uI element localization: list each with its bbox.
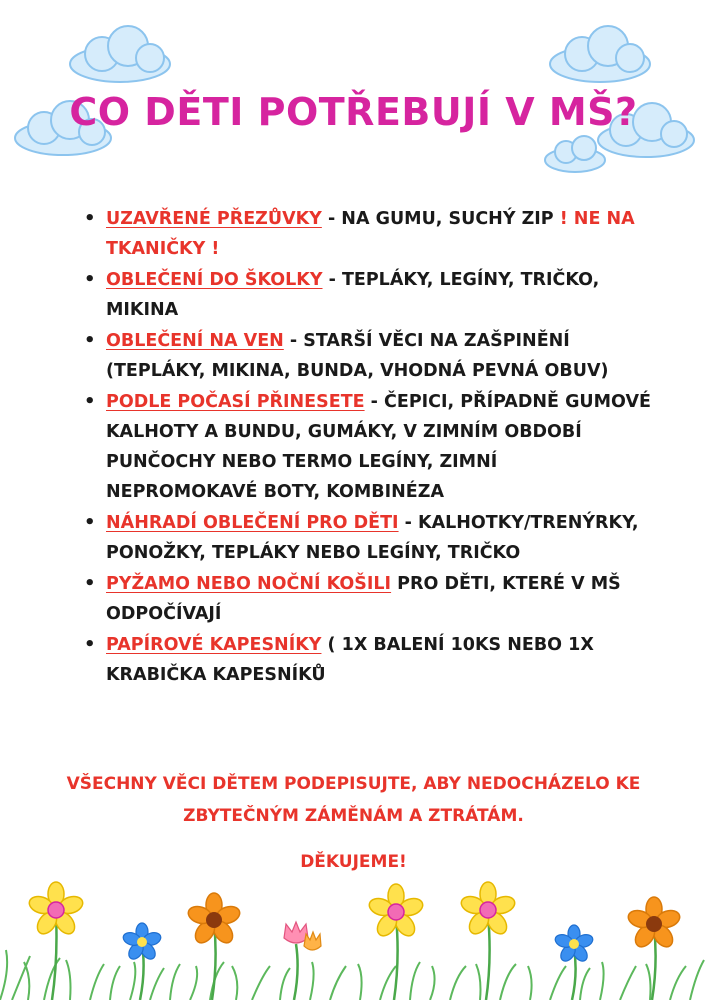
flower-icon (626, 897, 682, 950)
list-item (84, 326, 654, 386)
flower-meadow (0, 870, 707, 1000)
list-item (84, 387, 654, 507)
item-label: OBLEČENÍ NA VEN (106, 331, 284, 351)
item-label: PODLE POČASÍ PŘINESETE (106, 392, 365, 412)
item-text: - TEPLÁKY, LEGÍNY, TRIČKO, MIKINA (106, 270, 600, 320)
list-item (84, 569, 654, 629)
item-label: PAPÍROVÉ KAPESNÍKY (106, 635, 322, 655)
item-label: OBLEČENÍ DO ŠKOLKY (106, 270, 323, 290)
thanks-text: DĚKUJEME! (300, 852, 407, 872)
item-text: - NA GUMU, SUCHÝ ZIP (321, 209, 560, 229)
item-text: - STARŠÍ VĚCI NA ZAŠPINĚNÍ (TEPLÁKY, MIKINA, BUNDA, VHODNÁ PEVNÁ OBUV) (106, 331, 609, 381)
item-text: - KALHOTKY/TRENÝRKY, PONOŽKY, TEPLÁKY NEBO LEGÍNY, TRIČKO (106, 513, 639, 563)
item-text: ( 1X BALENÍ 10KS NEBO 1X KRABIČKA KAPESNÍKŮ (106, 635, 594, 685)
cloud-icon (542, 24, 657, 86)
item-text: PRO DĚTI, KTERÉ V MŠ ODPOČÍVAJÍ (106, 574, 621, 624)
item-label: PYŽAMO NEBO NOČNÍ KOŠILI (106, 574, 392, 594)
list-item (84, 204, 654, 264)
item-label: UZAVŘENÉ PŘEZŮVKY (106, 209, 322, 229)
flower-icon (284, 922, 321, 950)
item-list (84, 204, 654, 691)
item-warning: ! NE NA TKANIČKY ! (106, 209, 635, 259)
list-item (84, 630, 654, 690)
notice-text: VŠECHNY VĚCI DĚTEM PODEPISUJTE, ABY NEDOCHÁZELO KE ZBYTEČNÝM ZÁMĚNÁM A ZTRÁTÁM. (66, 774, 641, 826)
flower-icon (122, 923, 163, 962)
cloud-icon (62, 24, 177, 86)
item-text: - ČEPICI, PŘÍPADNĚ GUMOVÉ KALHOTY A BUNDU, GUMÁKY, V ZIMNÍM OBDOBÍ PUNČOCHY NEBO TERMO LEGÍNY, ZIMNÍ NEPROMOKAVÉ BOTY, KOMBINÉZA (106, 392, 651, 502)
page-title: CO DĚTI POTŘEBUJÍ V MŠ? (69, 90, 638, 134)
list-item (84, 265, 654, 325)
item-label: NÁHRADÍ OBLEČENÍ PRO DĚTI (106, 513, 399, 533)
grass-icon (0, 950, 704, 1000)
list-item (84, 508, 654, 568)
